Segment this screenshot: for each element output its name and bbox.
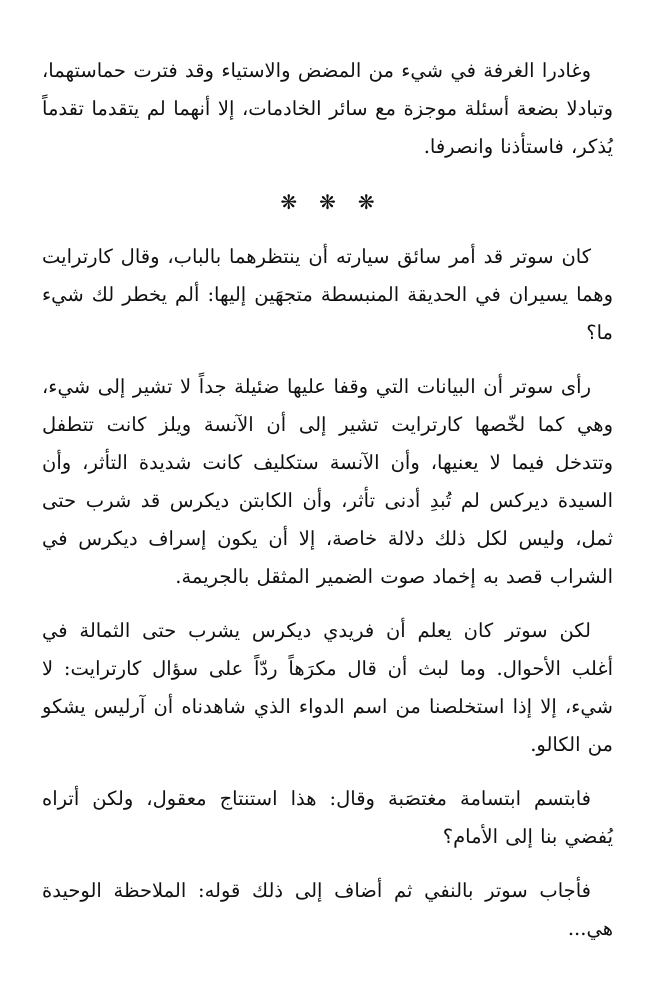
paragraph-leaving-room: وغادرا الغرفة في شيء من المضض والاستياء وقد فترت حماستهما، وتبادلا بضعة أسئلة موجزة مع سائر الخادمات، إلا أنهما لم يتقدما تقدماً يُذكر، فاستأذنا وانصرفا. [42, 59, 613, 158]
paragraph-driver-waiting: كان سوتر قد أمر سائق سيارته أن ينتظرهما بالباب، وقال كارترايت وهما يسيران في الحديقة المنبسطة متجهَين إليها: ألم يخطر لك شيء ما؟ [42, 245, 613, 344]
paragraph-only-observation: فأجاب سوتر بالنفي ثم أضاف إلى ذلك قوله: الملاحظة الوحيدة هي... [42, 879, 613, 940]
asterism-mark: ❋ [319, 190, 336, 214]
asterism-mark: ❋ [280, 190, 298, 214]
paragraph-freddie-drinking: لكن سوتر كان يعلم أن فريدي ديكرس يشرب حتى الثمالة في أغلب الأحوال. وما لبث أن قال مكرَهاً ردّاً على سؤال كارترايت: لا شيء، إلا إذا استخلصنا من اسم الدواء الذي شاهدناه أن آرليس يشكو من الكالو. [42, 619, 613, 756]
paragraph-evidence-summary: رأى سوتر أن البيانات التي وقفا عليها ضئيلة جداً لا تشير إلى شيء، وهي كما لخّصها كارترايت تشير إلى أن الآنسة ويلز كانت تتطفل وتتدخل فيما لا يعنيها، وأن الآنسة ستكليف كانت شديدة التأثر، وأن السيدة ديركس لم تُبدِ أدنى تأثر، وأن الكابتن ديكرس قد شرب حتى ثمل، وليس لكل ذلك دلالة خاصة، إلا أن يكون إسراف ديكرس في الشراب قصد به إخماد صوت الضمير المثقل بالجريمة. [42, 375, 613, 588]
asterism-mark: ❋ [357, 190, 375, 214]
paragraph-reasonable-deduction: فابتسم ابتسامة مغتصَبة وقال: هذا استنتاج معقول، ولكن أتراه يُفضي بنا إلى الأمام؟ [42, 787, 613, 848]
section-separator [42, 166, 613, 238]
